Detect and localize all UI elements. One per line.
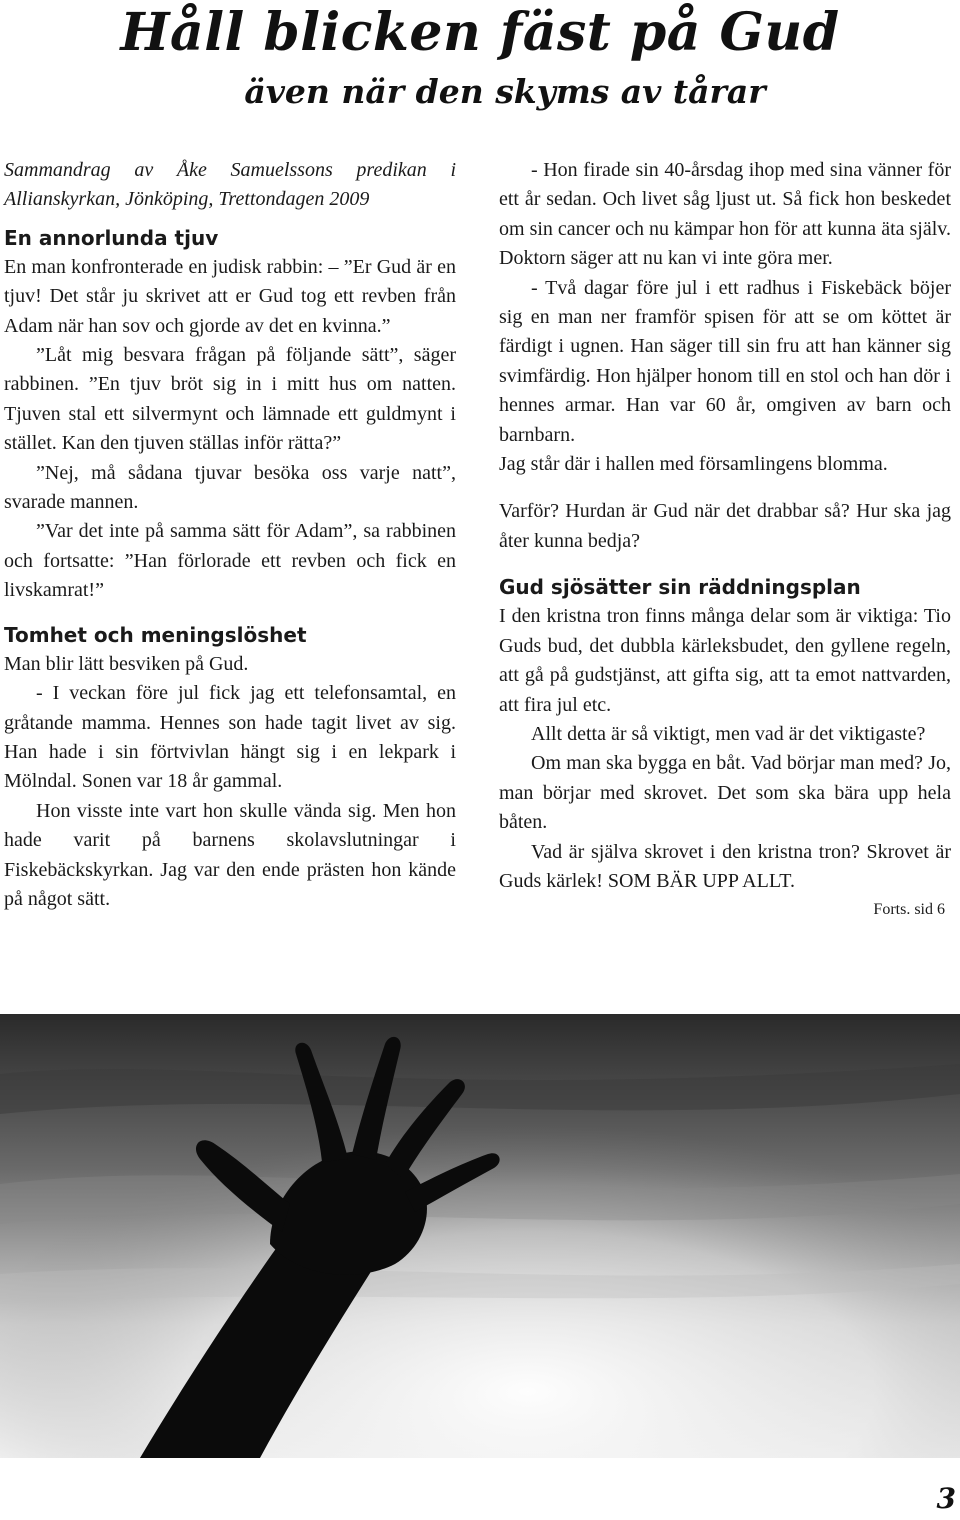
paragraph: I den kristna tron finns många delar som är viktiga: Tio Guds bud, det dubbla kärleksbudet, den gyllene regeln, att gå på gudstjänst, att gifta sig, att ta emot nattvarden, att fira jul etc. [499, 605, 951, 716]
paragraph: En man konfronterade en judisk rabbin: – ”Er Gud är en tjuv! Det står ju skrivet att er Gud tog ett revben från Adam när han sov och gjorde av det en kvinna.” [4, 255, 456, 337]
page-title: Håll blicken fäst på Gud [120, 2, 840, 63]
hand-sky-photo [0, 1014, 960, 1458]
paragraph: Om man ska bygga en båt. Vad börjar man med? Jo, man börjar med skrovet. Det som ska bära upp hela båten. [499, 752, 951, 834]
paragraph: ”Nej, må sådana tjuvar besöka oss varje natt”, svarade mannen. [4, 461, 456, 514]
paragraph: - I veckan före jul fick jag ett telefonsamtal, en gråtande mamma. Hennes son hade tagit livet av sig. Han hade i sin förtvivlan hängt sig i en lekpark i Mölndal. Sonen var 18 år gammal. [4, 682, 456, 793]
paragraph: Jag står där i hallen med församlingens blomma. [499, 453, 888, 476]
section-heading-tomhet: Tomhet och meningslöshet [4, 622, 307, 647]
intro-text: Sammandrag av Åke Samuelssons predikan i Allianskyrkan, Jönköping, Trettondagen 2009 [4, 159, 456, 211]
paragraph: Allt detta är så viktigt, men vad är det viktigaste? [531, 722, 926, 745]
left-column [4, 156, 456, 914]
paragraph: - Hon firade sin 40-årsdag ihop med sina vänner för ett år sedan. Och livet såg ljust ut. Så fick hon beskedet om sin cancer och nu kämpar hon för att kunna äta själv. Doktorn säger att nu kan vi inte göra mer. [499, 159, 951, 270]
right-column [499, 156, 951, 920]
paragraph: Hon visste inte vart hon skulle vända sig. Men hon hade varit på barnens skolavslutningar i Fiskebäckskyrkan. Jag var den ende prästen hon kände på något sätt. [4, 799, 456, 910]
page-number: 3 [936, 1482, 956, 1515]
continued-note: Forts. sid 6 [873, 901, 945, 919]
paragraph: Vad är själva skrovet i den kristna tron? Skrovet är Guds kärlek! SOM BÄR UPP ALLT. [499, 840, 951, 892]
paragraph: - Två dagar före jul i ett radhus i Fiskebäck böjer sig en man ner framför spisen för att se om köttet är färdigt i ugnen. Han säger till sin fru att han känner sig svimfärdig. Hon hjälper honom till en stol och han dör i hennes armar. Han var 60 år, omgiven av barn och barnbarn. [499, 276, 951, 446]
paragraph: ”Var det inte på samma sätt för Adam”, sa rabbinen och fortsatte: ”Han förlorade ett revben och fick en livskamrat!” [4, 520, 456, 602]
section-heading-raddningsplan: Gud sjösätter sin räddningsplan [499, 575, 861, 600]
paragraph: Man blir lätt besviken på Gud. [4, 652, 249, 675]
page-subtitle: även när den skyms av tårar [244, 72, 766, 111]
section-heading-tjuv: En annorlunda tjuv [4, 225, 219, 250]
paragraph: Varför? Hurdan är Gud när det drabbar så? Hur ska jag åter kunna bedja? [499, 500, 951, 552]
paragraph: ”Låt mig besvara frågan på följande sätt”, säger rabbinen. ”En tjuv bröt sig in i mitt hus om natten. Tjuven stal ett silvermynt och lämnade ett guldmynt i stället. Kan den tjuven ställas inför rätta?” [4, 344, 456, 455]
